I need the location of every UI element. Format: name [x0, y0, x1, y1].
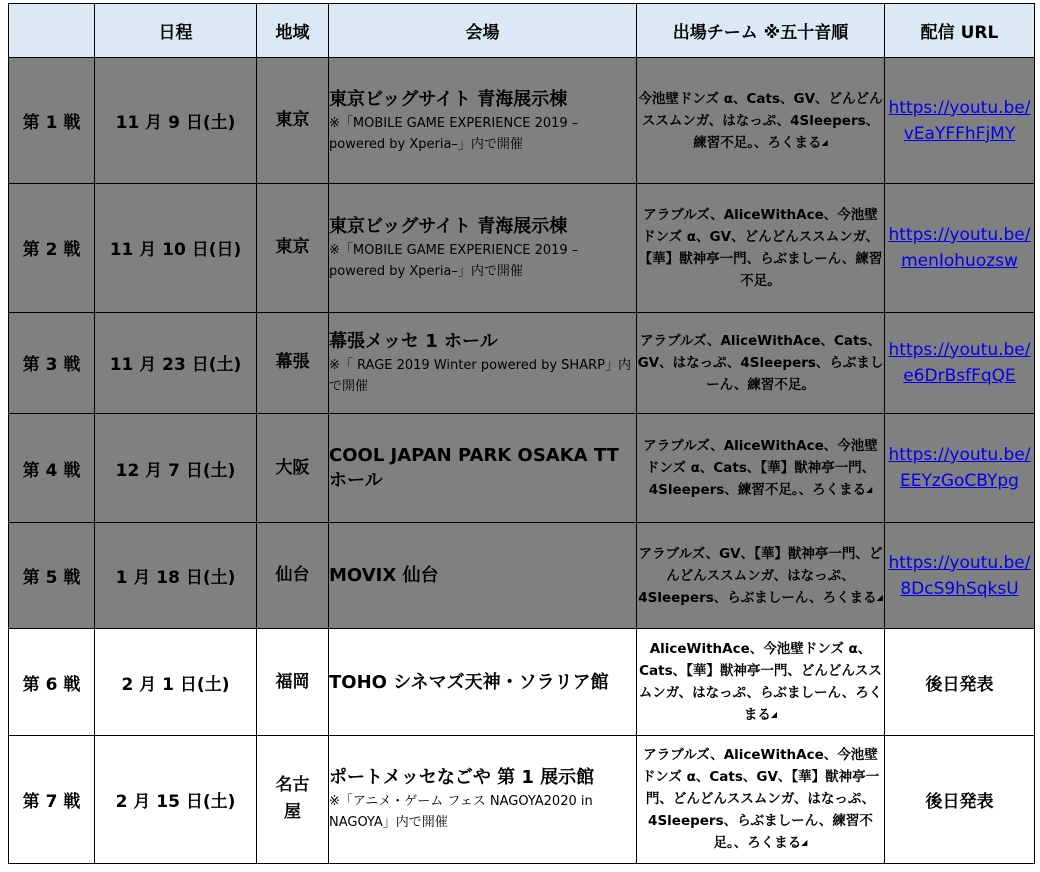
url-cell	[885, 413, 1035, 522]
region-cell: 東京	[257, 184, 329, 312]
url-cell	[885, 312, 1035, 413]
stream-tba: 後日発表	[925, 791, 994, 812]
region-cell: 仙台	[257, 523, 329, 629]
venue-note: ※「 RAGE 2019 Winter powered by SHARP」内で開催	[329, 357, 631, 394]
venue-cell	[329, 312, 637, 413]
header-region: 地域	[257, 4, 329, 58]
venue-cell	[329, 523, 637, 629]
venue-cell	[329, 735, 637, 863]
venue-name: COOL JAPAN PARK OSAKA TT ホール	[329, 445, 619, 491]
date-cell: 11 月 9 日(土)	[95, 58, 257, 184]
header-stream-url: 配信 URL	[885, 4, 1035, 58]
date-cell: 12 月 7 日(土)	[95, 413, 257, 522]
header-teams: 出場チーム ※五十音順	[637, 4, 885, 58]
venue-note: ※「アニメ・ゲーム フェス NAGOYA2020 in NAGOYA」内で開催	[329, 794, 593, 831]
round-cell: 第 1 戦	[9, 58, 95, 184]
stream-link[interactable]: https://youtu.be/8DcS9hSqksU	[888, 552, 1031, 599]
stream-tba: 後日発表	[925, 674, 994, 695]
venue-name: MOVIX 仙台	[329, 565, 439, 587]
stream-link[interactable]: https://youtu.be/e6DrBsfFqQE	[888, 339, 1031, 386]
venue-name: 東京ビッグサイト 青海展示棟	[329, 88, 568, 110]
teams-cell	[637, 523, 885, 629]
table-row	[9, 184, 1035, 312]
venue-note: ※「MOBILE GAME EXPERIENCE 2019 – powered by Xperia–」内で開催	[329, 115, 579, 152]
venue-name: 幕張メッセ 1 ホール	[329, 330, 498, 352]
round-cell: 第 5 戦	[9, 523, 95, 629]
region-cell: 大阪	[257, 413, 329, 522]
region-cell: 福岡	[257, 629, 329, 735]
header-date: 日程	[95, 4, 257, 58]
table-row	[9, 629, 1035, 735]
url-cell	[885, 184, 1035, 312]
venue-name: ポートメッセなごや 第 1 展示館	[329, 767, 595, 789]
teams-cell	[637, 735, 885, 863]
round-cell: 第 3 戦	[9, 312, 95, 413]
ellipsis-mark-icon: ◢	[876, 592, 883, 602]
ellipsis-mark-icon: ◢	[801, 838, 808, 848]
venue-cell	[329, 184, 637, 312]
venue-name: 東京ビッグサイト 青海展示棟	[329, 215, 568, 237]
venue-cell	[329, 58, 637, 184]
round-cell: 第 6 戦	[9, 629, 95, 735]
ellipsis-mark-icon: ◢	[866, 485, 873, 494]
header-venue: 会場	[329, 4, 637, 58]
ellipsis-mark-icon: ◢	[821, 137, 828, 147]
table-row	[9, 523, 1035, 629]
date-cell: 2 月 15 日(土)	[95, 735, 257, 863]
round-cell: 第 2 戦	[9, 184, 95, 312]
stream-link[interactable]: https://youtu.be/menIohuozsw	[888, 224, 1031, 271]
ellipsis-mark-icon: ◢	[770, 710, 778, 720]
table-row	[9, 413, 1035, 522]
teams-text: アラブルズ、AliceWithAce、Cats、GV、はなっぷ、4Sleepers、らぶましーん、練習不足。	[637, 332, 884, 393]
teams-text: アラブルズ、AliceWithAce、今池壁ドンズ α、GV、どんどんススムンガ、【華】獣神亭一門、らぶましーん、練習不足。	[638, 206, 883, 289]
url-cell	[885, 735, 1035, 863]
header-row	[9, 4, 1035, 58]
schedule-table	[8, 3, 1035, 864]
teams-text: アラブルズ、AliceWithAce、今池壁ドンズ α、Cats、GV、【華】獣神亭一門、どんどんススムンガ、はなっぷ、4Sleepers、らぶましーん、練習不足。、ろくまる	[641, 747, 880, 852]
round-cell: 第 4 戦	[9, 413, 95, 522]
teams-cell	[637, 58, 885, 184]
teams-text: アラブルズ、GV、【華】獣神亭一門、どんどんススムンガ、はなっぷ、4Sleepers、らぶましーん、ろくまる	[638, 545, 883, 606]
teams-text: AliceWithAce、今池壁ドンズ α、Cats、【華】獣神亭一門、どんどんススムンガ、はなっぷ、らぶましーん、ろくまる	[638, 641, 883, 724]
date-cell: 11 月 10 日(日)	[95, 184, 257, 312]
teams-cell	[637, 184, 885, 312]
venue-cell	[329, 629, 637, 735]
date-cell: 11 月 23 日(土)	[95, 312, 257, 413]
url-cell	[885, 523, 1035, 629]
stream-link[interactable]: https://youtu.be/vEaYFFhFjMY	[888, 97, 1031, 144]
url-cell	[885, 58, 1035, 184]
region-cell: 東京	[257, 58, 329, 184]
venue-name: TOHO シネマズ天神・ソラリア館	[329, 671, 609, 693]
teams-cell	[637, 413, 885, 522]
region-cell: 名古屋	[257, 735, 329, 863]
date-cell: 1 月 18 日(土)	[95, 523, 257, 629]
teams-text: アラブルズ、AliceWithAce、今池壁ドンズ α、Cats、【華】獣神亭一門、4Sleepers、練習不足。、ろくまる	[643, 438, 878, 498]
table-row	[9, 58, 1035, 184]
teams-text: 今池壁ドンズ α、Cats、GV、どんどんススムンガ、はなっぷ、4Sleepers、練習不足。、ろくまる	[638, 90, 883, 151]
table-row	[9, 312, 1035, 413]
table-row	[9, 735, 1035, 863]
region-cell: 幕張	[257, 312, 329, 413]
date-cell: 2 月 1 日(土)	[95, 629, 257, 735]
teams-cell	[637, 629, 885, 735]
url-cell	[885, 629, 1035, 735]
header-round	[9, 4, 95, 58]
venue-note: ※「MOBILE GAME EXPERIENCE 2019 – powered by Xperia–」内で開催	[329, 242, 579, 279]
teams-cell	[637, 312, 885, 413]
stream-link[interactable]: https://youtu.be/EEYzGoCBYpg	[888, 445, 1031, 491]
round-cell: 第 7 戦	[9, 735, 95, 863]
venue-cell	[329, 413, 637, 522]
